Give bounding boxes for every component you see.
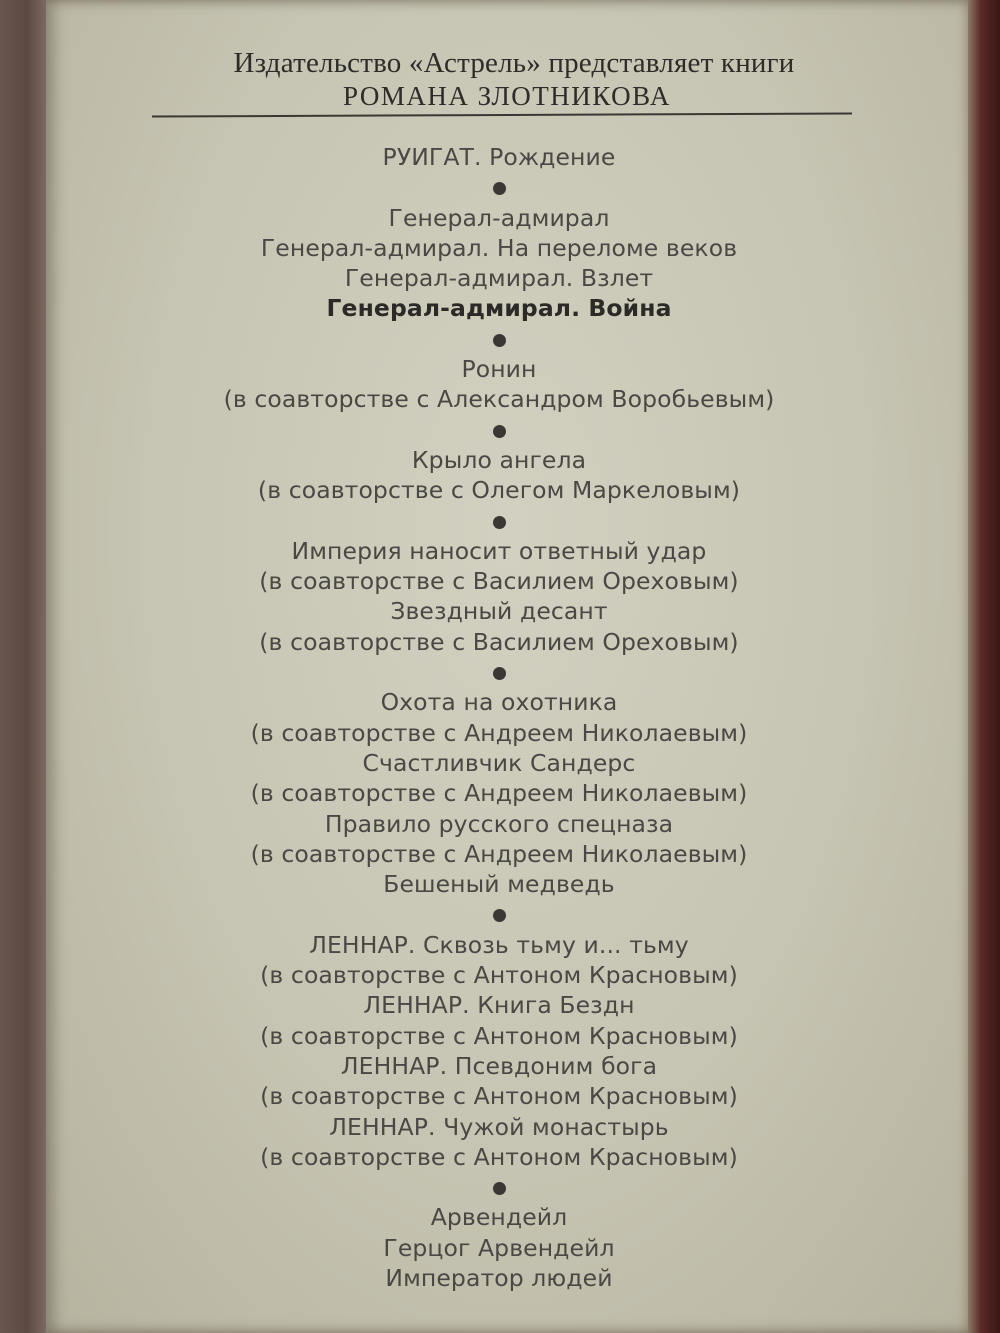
bullet-dot-icon (493, 1182, 506, 1195)
bullet-dot-icon (493, 516, 506, 529)
book-title: Счастливчик Сандерс (362, 748, 636, 777)
book-title: Генерал-адмирал. Взлет (344, 264, 654, 293)
coauthor-note: (в соавторстве с Андреем Николаевым) (250, 839, 748, 868)
author-name: РОМАНА ЗЛОТНИКОВА (343, 81, 671, 111)
book-title: Ронин (461, 355, 537, 384)
coauthor-note: (в соавторстве с Андреем Николаевым) (250, 718, 748, 747)
book-title: ЛЕННАР. Книга Бездн (363, 991, 635, 1020)
coauthor-note: (в соавторстве с Антоном Красновым) (260, 961, 738, 990)
book-title: Арвендейл (430, 1203, 568, 1232)
header-divider (152, 112, 852, 117)
coauthor-note: (в соавторстве с Антоном Красновым) (260, 1082, 738, 1111)
book-title: Крыло ангела (411, 445, 587, 474)
background-right-edge (968, 0, 1000, 1333)
book-page (46, 0, 972, 1333)
section-separator (46, 506, 952, 536)
bullet-dot-icon (493, 667, 506, 680)
coauthor-note: (в соавторстве с Антоном Красновым) (260, 1021, 738, 1050)
coauthor-note: (в соавторстве с Василием Ореховым) (259, 627, 739, 656)
background-left-edge (0, 0, 46, 1333)
bullet-dot-icon (493, 909, 506, 922)
book-title: Бешеный медведь (383, 870, 615, 899)
book-title: Герцог Арвендейл (383, 1233, 615, 1262)
page-header (46, 46, 972, 112)
publisher-heading: Издательство «Астрель» представляет книги (233, 47, 795, 79)
section-separator (46, 172, 952, 202)
section-separator (46, 899, 952, 929)
coauthor-note: (в соавторстве с Александром Воробьевым) (223, 385, 775, 414)
bullet-dot-icon (493, 425, 506, 438)
book-title: Империя наносит ответный удар (291, 536, 707, 565)
section-separator (46, 324, 952, 354)
coauthor-note: (в соавторстве с Антоном Красновым) (260, 1142, 738, 1171)
book-title: Правило русского спецназа (324, 809, 674, 838)
book-title: ЛЕННАР. Сквозь тьму и... тьму (309, 930, 689, 959)
book-title: ЛЕННАР. Чужой монастырь (329, 1112, 669, 1141)
book-title-highlighted: Генерал-адмирал. Война (326, 294, 672, 323)
coauthor-note: (в соавторстве с Олегом Маркеловым) (257, 476, 741, 505)
coauthor-note: (в соавторстве с Андреем Николаевым) (250, 779, 748, 808)
book-title: Генерал-адмирал (388, 203, 610, 232)
section-separator (46, 1172, 952, 1202)
book-list (46, 142, 952, 1293)
book-title: Звездный десант (390, 597, 608, 626)
section-separator (46, 657, 952, 687)
bullet-dot-icon (493, 334, 506, 347)
book-title: Император людей (385, 1263, 613, 1292)
bullet-dot-icon (493, 182, 506, 195)
book-title: ЛЕННАР. Псевдоним бога (340, 1051, 658, 1080)
coauthor-note: (в соавторстве с Василием Ореховым) (259, 567, 739, 596)
section-separator (46, 415, 952, 445)
book-title: РУИГАТ. Рождение (382, 143, 616, 171)
book-title: Генерал-адмирал. На переломе веков (260, 233, 738, 262)
book-title: Охота на охотника (380, 688, 618, 717)
